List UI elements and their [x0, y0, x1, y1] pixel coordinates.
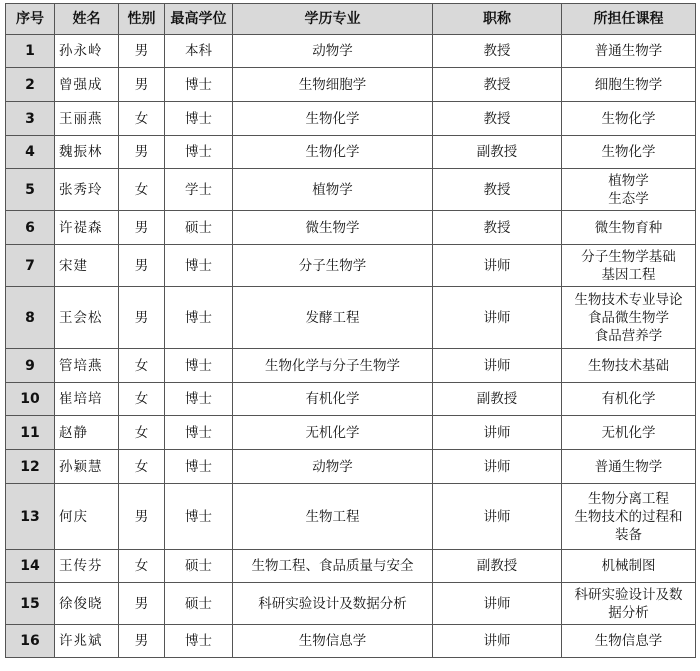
cell-index: 16	[6, 625, 55, 658]
cell-title: 讲师	[433, 349, 562, 383]
cell-title: 讲师	[433, 484, 562, 550]
cell-degree: 博士	[165, 484, 233, 550]
table-row	[6, 625, 696, 658]
cell-name: 魏振林	[55, 136, 119, 169]
cell-major: 动物学	[233, 450, 433, 484]
cell-name: 赵静	[55, 416, 119, 450]
cell-index: 12	[6, 450, 55, 484]
cell-index: 10	[6, 383, 55, 416]
cell-gender: 女	[119, 169, 165, 211]
cell-major: 无机化学	[233, 416, 433, 450]
cell-major: 有机化学	[233, 383, 433, 416]
cell-title: 教授	[433, 102, 562, 136]
cell-major: 植物学	[233, 169, 433, 211]
cell-gender: 男	[119, 583, 165, 625]
cell-title: 副教授	[433, 136, 562, 169]
cell-courses	[562, 583, 696, 625]
cell-title: 讲师	[433, 450, 562, 484]
cell-title: 讲师	[433, 625, 562, 658]
table-row	[6, 102, 696, 136]
cell-degree: 博士	[165, 245, 233, 287]
table-row	[6, 245, 696, 287]
table-row	[6, 169, 696, 211]
course-line: 据分析	[608, 604, 649, 621]
course-line: 生物分离工程	[588, 490, 669, 507]
cell-name: 崔培培	[55, 383, 119, 416]
course-line: 生物化学	[601, 110, 656, 127]
header-row	[6, 4, 696, 35]
cell-index: 15	[6, 583, 55, 625]
cell-title: 副教授	[433, 550, 562, 583]
table-row	[6, 68, 696, 102]
course-line: 食品营养学	[594, 327, 663, 344]
cell-courses	[562, 287, 696, 349]
cell-index: 11	[6, 416, 55, 450]
table-row	[6, 484, 696, 550]
cell-name: 徐俊晓	[55, 583, 119, 625]
header-name: 姓名	[55, 4, 119, 35]
course-line: 生态学	[608, 190, 649, 207]
cell-name: 王传芬	[55, 550, 119, 583]
cell-major: 生物化学	[233, 136, 433, 169]
cell-title: 讲师	[433, 287, 562, 349]
course-line: 科研实验设计及数	[574, 586, 683, 603]
course-line: 基因工程	[601, 266, 656, 283]
cell-gender: 女	[119, 349, 165, 383]
cell-name: 王会松	[55, 287, 119, 349]
course-line: 生物化学	[601, 144, 656, 160]
course-line: 普通生物学	[594, 458, 663, 475]
course-line: 生物信息学	[594, 633, 663, 649]
header-index: 序号	[6, 4, 55, 35]
cell-courses	[562, 245, 696, 287]
course-line: 生物技术基础	[588, 357, 669, 374]
cell-degree: 博士	[165, 450, 233, 484]
cell-name: 许兆斌	[55, 625, 119, 658]
cell-title: 教授	[433, 68, 562, 102]
cell-index: 8	[6, 287, 55, 349]
cell-courses	[562, 450, 696, 484]
table-row	[6, 136, 696, 169]
cell-gender: 男	[119, 68, 165, 102]
course-line: 细胞生物学	[594, 76, 663, 93]
cell-courses	[562, 211, 696, 245]
header-gender: 性别	[119, 4, 165, 35]
cell-major: 生物化学与分子生物学	[233, 349, 433, 383]
table-row	[6, 35, 696, 68]
table-body	[6, 35, 696, 658]
cell-gender: 男	[119, 245, 165, 287]
cell-name: 管培燕	[55, 349, 119, 383]
course-line: 植物学	[608, 172, 649, 189]
cell-degree: 硕士	[165, 583, 233, 625]
cell-degree: 博士	[165, 416, 233, 450]
cell-name: 孙永岭	[55, 35, 119, 68]
cell-title: 讲师	[433, 583, 562, 625]
course-line: 生物技术专业导论	[574, 291, 683, 308]
cell-name: 许禔森	[55, 211, 119, 245]
cell-courses	[562, 169, 696, 211]
cell-index: 4	[6, 136, 55, 169]
cell-major: 生物工程、食品质量与安全	[233, 550, 433, 583]
cell-gender: 男	[119, 35, 165, 68]
cell-gender: 男	[119, 211, 165, 245]
cell-index: 2	[6, 68, 55, 102]
course-line: 普通生物学	[594, 43, 663, 59]
cell-gender: 女	[119, 450, 165, 484]
cell-index: 6	[6, 211, 55, 245]
cell-courses	[562, 35, 696, 68]
cell-name: 曾强成	[55, 68, 119, 102]
cell-index: 5	[6, 169, 55, 211]
cell-name: 张秀玲	[55, 169, 119, 211]
cell-index: 3	[6, 102, 55, 136]
course-line: 机械制图	[601, 558, 656, 574]
cell-name: 宋建	[55, 245, 119, 287]
faculty-table	[5, 3, 696, 658]
header-degree: 最高学位	[165, 4, 233, 35]
cell-name: 王丽燕	[55, 102, 119, 136]
cell-degree: 博士	[165, 383, 233, 416]
cell-degree: 博士	[165, 349, 233, 383]
cell-degree: 本科	[165, 35, 233, 68]
table-row	[6, 349, 696, 383]
cell-gender: 女	[119, 383, 165, 416]
cell-degree: 硕士	[165, 211, 233, 245]
table-row	[6, 383, 696, 416]
cell-index: 1	[6, 35, 55, 68]
cell-degree: 博士	[165, 625, 233, 658]
cell-name: 何庆	[55, 484, 119, 550]
cell-gender: 男	[119, 136, 165, 169]
cell-name: 孙颖慧	[55, 450, 119, 484]
cell-title: 副教授	[433, 383, 562, 416]
cell-degree: 学士	[165, 169, 233, 211]
cell-major: 生物工程	[233, 484, 433, 550]
header-courses: 所担任课程	[562, 4, 696, 35]
cell-index: 14	[6, 550, 55, 583]
course-line: 微生物育种	[594, 219, 663, 236]
cell-gender: 男	[119, 484, 165, 550]
cell-title: 讲师	[433, 416, 562, 450]
cell-gender: 女	[119, 416, 165, 450]
course-line: 分子生物学基础	[581, 248, 676, 265]
cell-courses	[562, 102, 696, 136]
cell-index: 13	[6, 484, 55, 550]
cell-degree: 博士	[165, 287, 233, 349]
cell-title: 讲师	[433, 245, 562, 287]
table-row	[6, 416, 696, 450]
cell-degree: 博士	[165, 136, 233, 169]
cell-major: 发酵工程	[233, 287, 433, 349]
cell-major: 生物信息学	[233, 625, 433, 658]
cell-major: 科研实验设计及数据分析	[233, 583, 433, 625]
course-line: 生物技术的过程和	[574, 508, 683, 525]
table-row	[6, 583, 696, 625]
table-row	[6, 450, 696, 484]
cell-index: 9	[6, 349, 55, 383]
cell-index: 7	[6, 245, 55, 287]
cell-gender: 女	[119, 102, 165, 136]
table-row	[6, 211, 696, 245]
cell-courses	[562, 484, 696, 550]
cell-title: 教授	[433, 35, 562, 68]
cell-courses	[562, 550, 696, 583]
cell-title: 教授	[433, 169, 562, 211]
cell-gender: 女	[119, 550, 165, 583]
header-major: 学历专业	[233, 4, 433, 35]
table-row	[6, 550, 696, 583]
cell-gender: 男	[119, 625, 165, 658]
cell-courses	[562, 136, 696, 169]
course-line: 装备	[615, 526, 642, 543]
cell-major: 动物学	[233, 35, 433, 68]
course-line: 有机化学	[601, 391, 656, 407]
cell-courses	[562, 383, 696, 416]
cell-courses	[562, 625, 696, 658]
cell-major: 生物化学	[233, 102, 433, 136]
cell-major: 生物细胞学	[233, 68, 433, 102]
cell-courses	[562, 68, 696, 102]
cell-courses	[562, 416, 696, 450]
cell-degree: 博士	[165, 68, 233, 102]
header-title: 职称	[433, 4, 562, 35]
cell-major: 微生物学	[233, 211, 433, 245]
cell-courses	[562, 349, 696, 383]
course-line: 无机化学	[601, 424, 656, 441]
cell-title: 教授	[433, 211, 562, 245]
cell-major: 分子生物学	[233, 245, 433, 287]
cell-degree: 硕士	[165, 550, 233, 583]
cell-degree: 博士	[165, 102, 233, 136]
table-row	[6, 287, 696, 349]
cell-gender: 男	[119, 287, 165, 349]
course-line: 食品微生物学	[588, 309, 669, 326]
